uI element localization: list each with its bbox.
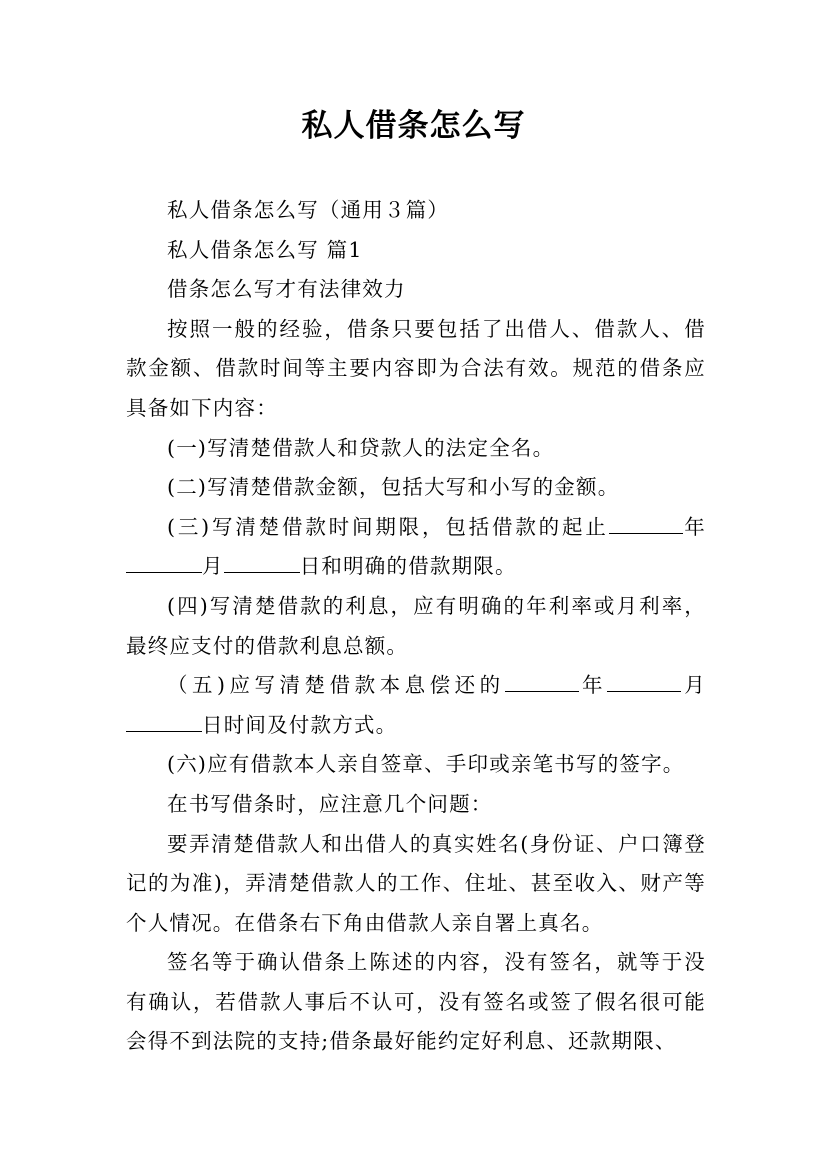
- paragraph-subtitle: 私人借条怎么写（通用３篇）: [167, 198, 450, 222]
- document-body: [126, 191, 706, 1062]
- item-3-text-d: 日和明确的借款期限。: [299, 554, 517, 579]
- item-5-text-c: 月: [680, 673, 706, 698]
- paragraph-item-5: [126, 666, 706, 745]
- item-3-text-b: 年: [682, 514, 707, 539]
- item-3-text-c: 月: [202, 554, 224, 579]
- paragraph-item-1: (一)写清楚借款人和贷款人的法定全名。: [167, 435, 555, 460]
- page-title: 私人借条怎么写: [301, 108, 526, 144]
- blank-line: [609, 512, 683, 534]
- blank-line: [505, 671, 579, 693]
- paragraph-intro: 按照一般的经验，借条只要包括了出借人、借款人、借款金额、借款时间等主要内容即为合法有效。规范的借条应具备如下内容：: [126, 316, 706, 420]
- blank-line: [126, 710, 202, 732]
- blank-line: [126, 552, 202, 574]
- item-5-text-b: 年: [578, 673, 607, 698]
- blank-line: [607, 671, 681, 693]
- item-5-text-a: （五)应写清楚借款本息偿还的: [167, 673, 505, 698]
- paragraph-item-6: (六)应有借款本人亲自签章、手印或亲笔书写的签字。: [167, 752, 685, 777]
- paragraph-note-2: 签名等于确认借条上陈述的内容，没有签名，就等于没有确认，若借款人事后不认可，没有签名或签了假名很可能会得不到法院的支持;借条最好能约定好利息、还款期限、: [126, 950, 706, 1054]
- paragraph-note-1: 要弄清楚借款人和出借人的真实姓名(身份证、户口簿登记的为准)，弄清楚借款人的工作、住址、甚至收入、财产等个人情况。在借条右下角由借款人亲自署上真名。: [126, 831, 706, 935]
- paragraph-section-heading: 私人借条怎么写 篇1: [167, 237, 363, 262]
- paragraph-item-2: (二)写清楚借款金额，包括大写和小写的金额。: [167, 475, 620, 500]
- item-5-text-d: 日时间及付款方式。: [202, 712, 398, 737]
- paragraph-notes-heading: 在书写借条时，应注意几个问题：: [167, 791, 493, 816]
- paragraph-item-4: (四)写清楚借款的利息，应有明确的年利率或月利率，最终应支付的借款利息总额。: [126, 593, 706, 658]
- item-3-text-a: (三)写清楚借款时间期限，包括借款的起止: [167, 514, 609, 539]
- paragraph-topic-heading: 借条怎么写才有法律效力: [167, 277, 406, 302]
- blank-line: [224, 552, 300, 574]
- paragraph-item-3: [126, 508, 706, 587]
